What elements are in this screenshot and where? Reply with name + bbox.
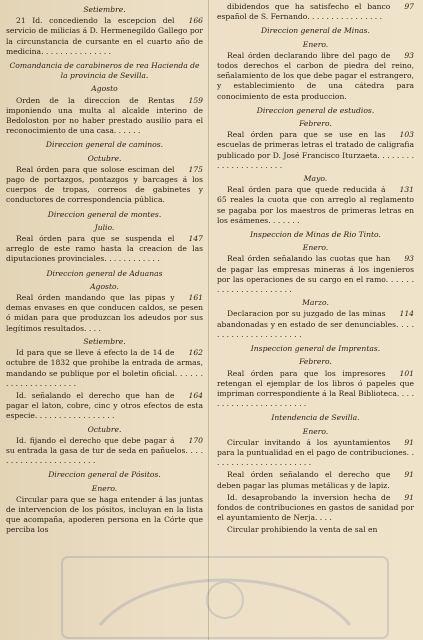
- right-column: [217, 2, 414, 538]
- index-entry: [6, 391, 203, 422]
- index-entry: [217, 438, 414, 469]
- index-entry: [217, 309, 414, 340]
- month-heading: Febrero.: [299, 357, 332, 367]
- entry-text: [217, 369, 414, 410]
- entry-text: [217, 438, 414, 469]
- entry-text: [217, 51, 414, 102]
- index-entry: [217, 369, 414, 410]
- section-heading: Direccion general de Pósitos.: [48, 470, 161, 480]
- page-number: 162: [188, 348, 203, 358]
- month-heading: Mayo.: [303, 174, 328, 184]
- left-column: [6, 2, 203, 538]
- entry-text: [217, 130, 414, 171]
- library-stamp: [60, 555, 390, 640]
- month-heading: Setiembre.: [83, 336, 126, 346]
- entry-text-content: Id. desaprobando la inversion hecha de fondos de contribuciones en gastos de sanidad por el ayuntamiento de Nerja. . . .: [217, 492, 414, 523]
- entry-text: [217, 470, 414, 490]
- entry-text-content: Id para que se lleve á efecto la de 14 de octubre de 1832 que prohibe la entrada de armas, mandando se publique por el boletin oficial. . . . . . . . . . . . . . . . . . . . .: [6, 348, 203, 388]
- section-heading: Direccion general de montes.: [47, 209, 162, 219]
- entry-text-content: Declaracion por su juzgado de las minas abandonadas y en estado de ser denunciables. . . . . . . . . . . . . . . . . . . . . .: [217, 309, 414, 339]
- page-number: 159: [188, 95, 203, 105]
- entry-text: [6, 348, 203, 389]
- page-number: 91: [404, 470, 414, 480]
- index-entry: [6, 165, 203, 206]
- month-heading: Enero.: [302, 243, 329, 253]
- entry-text: [217, 2, 414, 22]
- entry-text: [217, 309, 414, 340]
- entry-text-content: Real órden señalando el derecho que deben pagar las plumas metálicas y de lapiz.: [217, 470, 391, 490]
- index-entry: [217, 493, 414, 524]
- month-heading: Agosto.: [90, 281, 119, 291]
- month-heading: Setiembre.: [83, 5, 126, 14]
- index-entry: [217, 525, 414, 535]
- index-entry: [6, 436, 203, 467]
- entry-text-content: Real órden para que quede reducida á 65 reales la cuota que con arreglo al reglamento se pagaba por los maestros de primeras letras en los esámenes. . . . . . .: [217, 185, 414, 225]
- section-heading: Direccion general de Aduanas: [46, 268, 163, 278]
- page-number: 131: [399, 185, 414, 195]
- entry-text: [217, 525, 414, 535]
- page-number: 97: [404, 2, 414, 11]
- section-heading: Intendencia de Sevilla.: [271, 413, 360, 423]
- entry-text-content: Real órden declarando libre del pago de todos derechos el carbon de piedra del reino, señalamiento de los que debe pagar el estrangero, y establecimiento de una cátedra para conocimiento de esta produccion.: [217, 50, 414, 101]
- month-heading: Octubre.: [87, 424, 122, 434]
- entry-text: [217, 254, 414, 295]
- page-number: 175: [188, 164, 203, 174]
- page-number: 147: [188, 234, 203, 244]
- month-heading: Enero.: [302, 426, 329, 436]
- entry-text-content: Id. fijando el derecho que debe pagar á su entrada la gasa de tur de seda en pañuelos. . . . . . . . . . . . . . . . . . . . . . .: [6, 435, 203, 466]
- column-divider: [208, 0, 209, 640]
- section-heading: Direccion general de caminos.: [45, 140, 164, 150]
- page-number: 103: [399, 130, 414, 140]
- page-number: 93: [404, 50, 414, 60]
- entry-text: [217, 493, 414, 524]
- entry-text-content: 21 Id. concediendo la escepcion del servicio de milicias á D. Hermenegildo Gallego por la circunstancia de cursante en el cuarto año de medicina. . . . . . . . . . . . . . .: [6, 16, 203, 56]
- index-entry: [6, 495, 203, 536]
- page-number: 114: [399, 309, 414, 319]
- index-entry: [6, 348, 203, 389]
- entry-text-content: Real órden mandando que las pipas y demas envases en que conducen caldos, se pesen ó midan para que produzcan los adeudos por sus legítimos resultados. . . .: [6, 293, 203, 333]
- entry-text-content: Id. señalando el derecho que han de pagar el laton, cobre, cinc y otros efectos de esta especie. . . . . . . . . . . . . . . . .: [6, 390, 203, 421]
- month-heading: Octubre.: [87, 153, 122, 163]
- entry-text-content: Circular para que se haga entender á las juntas de intervencion de los pósitos, incluyan en la lista que acompaña, apoderen persona en la Córte que perciba los: [6, 494, 203, 535]
- entry-text: [6, 165, 203, 206]
- entry-text-content: Circular prohibiendo la venta de sal en: [227, 525, 378, 535]
- entry-text: [6, 293, 203, 334]
- index-entry: [217, 130, 414, 171]
- page-number: 161: [188, 293, 203, 303]
- entry-text-content: Orden de la direccion de Rentas imponiendo una multa al alcalde interino de Bedoloston por no haber prestado ausilio para el reconocimiento de una casa. . . . . .: [6, 95, 203, 136]
- page-number: 91: [404, 437, 414, 447]
- page-number: 170: [188, 435, 203, 445]
- entry-text-content: Circular invitando á los ayuntamientos para la puntualidad en el pago de contribuciones. . . . . . . . . . . . . . . . . . . . . .: [217, 437, 414, 468]
- entry-text: [6, 16, 203, 57]
- section-heading: Comandancia de carabineros de rea Hacienda de la provincia de Sevilla.: [9, 61, 200, 81]
- entry-text-content: Real órden para que solose esciman del pago de portazgos, pontazgos y barcages á los cuerpos de tropas, correos de gabinetes y conductores de correspondencia pública.: [6, 164, 203, 205]
- month-heading: Marzo.: [302, 298, 329, 308]
- section-heading: Direccion general de Minas.: [261, 26, 370, 36]
- index-entry: [6, 293, 203, 334]
- page-number: 93: [404, 254, 414, 264]
- section-heading: Inspeccion de Minas de Rio Tinto.: [250, 230, 381, 240]
- index-entry: [217, 51, 414, 102]
- page-number: 101: [399, 368, 414, 378]
- entry-text-content: dibidendos que ha satisfecho el banco español de S. Fernando. . . . . . . . . . . . . . . .: [217, 2, 391, 22]
- month-heading: Enero.: [91, 483, 118, 493]
- month-heading: Enero.: [302, 39, 329, 49]
- entry-text: [6, 391, 203, 422]
- page-number: 166: [188, 16, 203, 26]
- index-entry: [217, 185, 414, 226]
- entry-text: [6, 96, 203, 137]
- entry-text-content: Real órden para que se suspenda el arreglo de este ramo hasta la creacion de las diputaciones provinciales. . . . . . . . . . . .: [6, 234, 203, 264]
- entry-text-content: Real órden para que se use en las escuelas de primeras letras el tratado de caligrafia publicado por D. José Francisco Iturzaeta. . . . . . . . . . . . . . . . . . . . . .: [217, 130, 414, 170]
- index-entry: [6, 96, 203, 137]
- index-entry: [217, 254, 414, 295]
- entry-text: [6, 436, 203, 467]
- page-number: 164: [188, 390, 203, 400]
- index-entry: [217, 470, 414, 490]
- section-heading: Inspeccion general de Imprentas.: [250, 344, 381, 354]
- index-entry: [217, 2, 414, 22]
- index-entry: [6, 16, 203, 57]
- entry-text: [6, 234, 203, 265]
- entry-text-content: Real órden para que los impresores retengan el ejemplar de los libros ó papeles que impriman correspondiente á la Real Biblioteca. . . . . . . . . . . . . . . . . . . . . . .: [217, 368, 414, 409]
- month-heading: Febrero.: [299, 119, 332, 129]
- page-number: 91: [404, 492, 414, 502]
- month-heading: Julio.: [94, 222, 115, 232]
- month-heading: Agosto: [91, 84, 118, 94]
- section-heading: Direccion general de estudios.: [256, 105, 375, 115]
- entry-text: [6, 495, 203, 536]
- entry-text: [217, 185, 414, 226]
- index-entry: [6, 234, 203, 265]
- entry-text-content: Real órden señalando las cuotas que han de pagar las empresas mineras á los ingenieros por las operaciones de su cargo en el ramo. . . . . . . . . . . . . . . . . . . . . .: [217, 254, 414, 295]
